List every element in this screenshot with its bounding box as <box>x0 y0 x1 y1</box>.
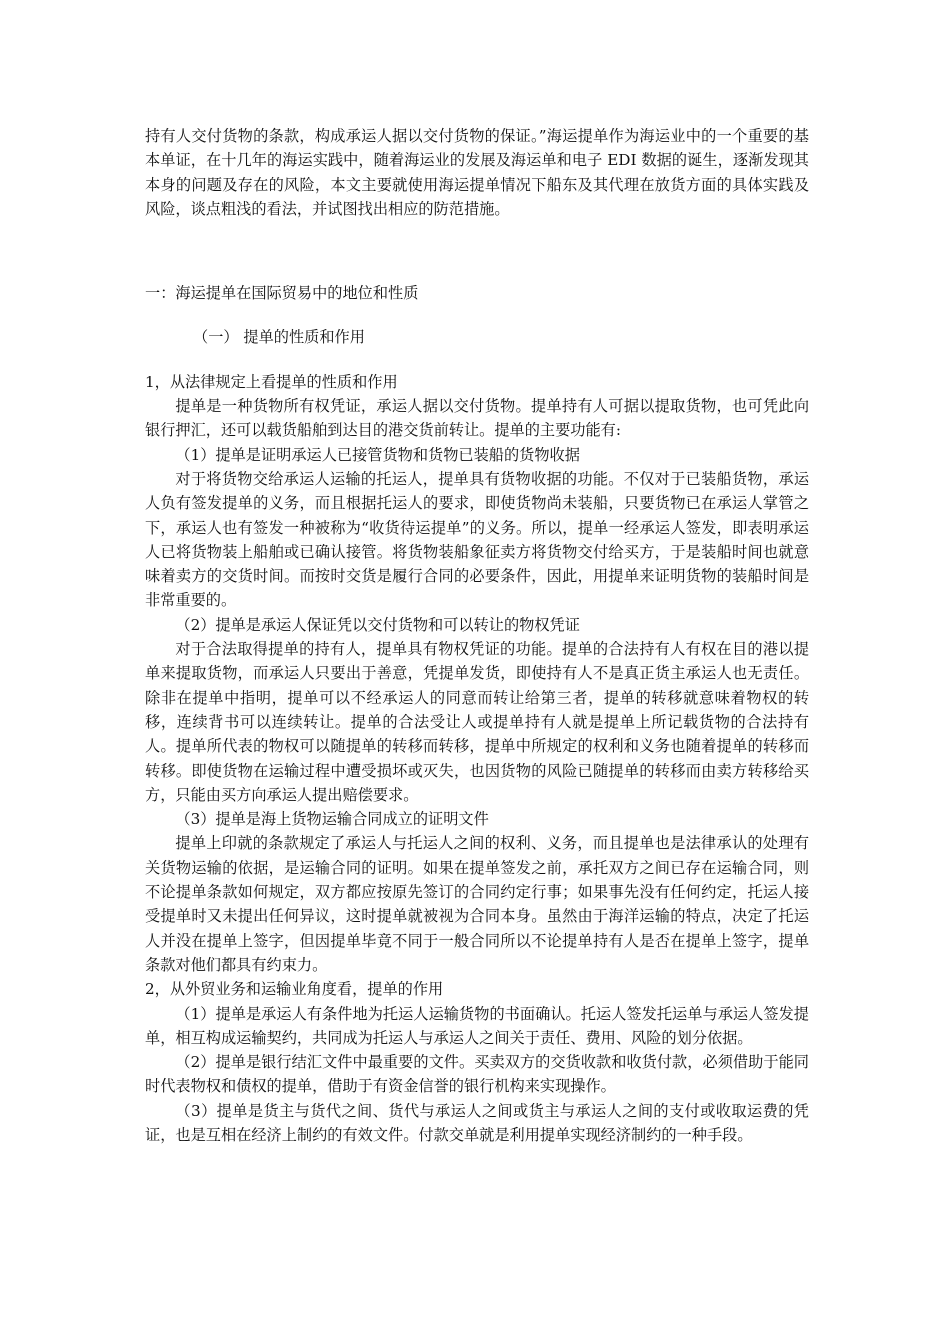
section-1-paragraph: 提单是一种货物所有权凭证，承运人据以交付货物。提单持有人可据以提取货物，也可凭此向银行押汇，还可以载货船舶到达目的港交货前转让。提单的主要功能有: <box>145 397 809 440</box>
heading-subsection-1: （一） 提单的性质和作用 <box>193 328 365 347</box>
section-2-item-1: （1）提单是承运人有条件地为托运人运输货物的书面确认。托运人签发托运单与承运人签发提单，相互构成运输契约，共同成为托运人与承运人之间关于责任、费用、风险的划分依据。 <box>145 1004 809 1047</box>
item-1-body: 对于将货物交给承运人运输的托运人，提单具有货物收据的功能。不仅对于已装船货物，承运人负有签发提单的义务，而且根据托运人的要求，即使货物尚未装船，只要货物已在承运人掌管之下，承运人也有签发一种被称为“收货待运提单”的义务。所以，提单一经承运人签发，即表明承运人已将货物装上船舶或已确认接管。将货物装船象征卖方将货物交付给买方，于是装船时间也就意味着卖方的交货时间。而按时交货是履行合同的必要条件，因此，用提单来证明货物的装船时间是非常重要的。 <box>145 469 809 610</box>
item-3-body: 提单上印就的条款规定了承运人与托运人之间的权利、义务，而且提单也是法律承认的处理有关货物运输的依据，是运输合同的证明。如果在提单签发之前，承托双方之间已存在运输合同，则不论提单条款如何规定，双方都应按原先签订的合同约定行事；如果事先没有任何约定，托运人接受提单时又未提出任何异议，这时提单就被视为合同本身。虽然由于海洋运输的特点，决定了托运人并没在提单上签字，但因提单毕竟不同于一般合同所以不论提单持有人是否在提单上签字，提单条款对他们都具有约束力。 <box>145 834 809 974</box>
document-page <box>145 124 809 1147</box>
section-2-item-3: （3）提单是货主与货代之间、货代与承运人之间或货主与承运人之间的支付或收取运费的凭证，也是互相在经济上制约的有效文件。付款交单就是利用提单实现经济制约的一种手段。 <box>145 1101 809 1144</box>
section-2-title: 2，从外贸业务和运输业角度看，提单的作用 <box>145 980 444 999</box>
intro-paragraph: 持有人交付货物的条款，构成承运人据以交付货物的保证。”海运提单作为海运业中的一个重要的基本单证，在十几年的海运实践中，随着海运业的发展及海运单和电子 EDI 数据的诞生，逐渐发现其本身的问题及存在的风险，本文主要就使用海运提单情况下船东及其代理在放货方面的具体实践及风险，谈点粗浅的看法，并试图找出相应的防范措施。 <box>145 127 809 218</box>
heading-section-1: 一：海运提单在国际贸易中的地位和性质 <box>145 284 419 303</box>
section-1-title: 1，从法律规定上看提单的性质和作用 <box>145 372 398 391</box>
section-2-item-2: （2）提单是银行结汇文件中最重要的文件。买卖双方的交货收款和收货付款，必须借助于能同时代表物权和债权的提单，借助于有资金信誉的银行机构来实现操作。 <box>145 1053 809 1096</box>
item-2-title: （2）提单是承运人保证凭以交付货物和可以转让的物权凭证 <box>175 615 580 634</box>
item-3-title: （3）提单是海上货物运输合同成立的证明文件 <box>175 810 489 829</box>
item-1-title: （1）提单是证明承运人已接管货物和货物已装船的货物收据 <box>175 445 580 464</box>
item-2-body: 对于合法取得提单的持有人，提单具有物权凭证的功能。提单的合法持有人有权在目的港以提单来提取货物，而承运人只要出于善意，凭提单发货，即使持有人不是真正货主承运人也无责任。除非在提单中指明，提单可以不经承运人的同意而转让给第三者，提单的转移就意味着物权的转移，连续背书可以连续转让。提单的合法受让人或提单持有人就是提单上所记载货物的合法持有人。提单所代表的物权可以随提单的转移而转移，提单中所规定的权利和义务也随着提单的转移而转移。即使货物在运输过程中遭受损坏或灭失，也因货物的风险已随提单的转移而由卖方转移给买方，只能由买方向承运人提出赔偿要求。 <box>145 640 809 804</box>
